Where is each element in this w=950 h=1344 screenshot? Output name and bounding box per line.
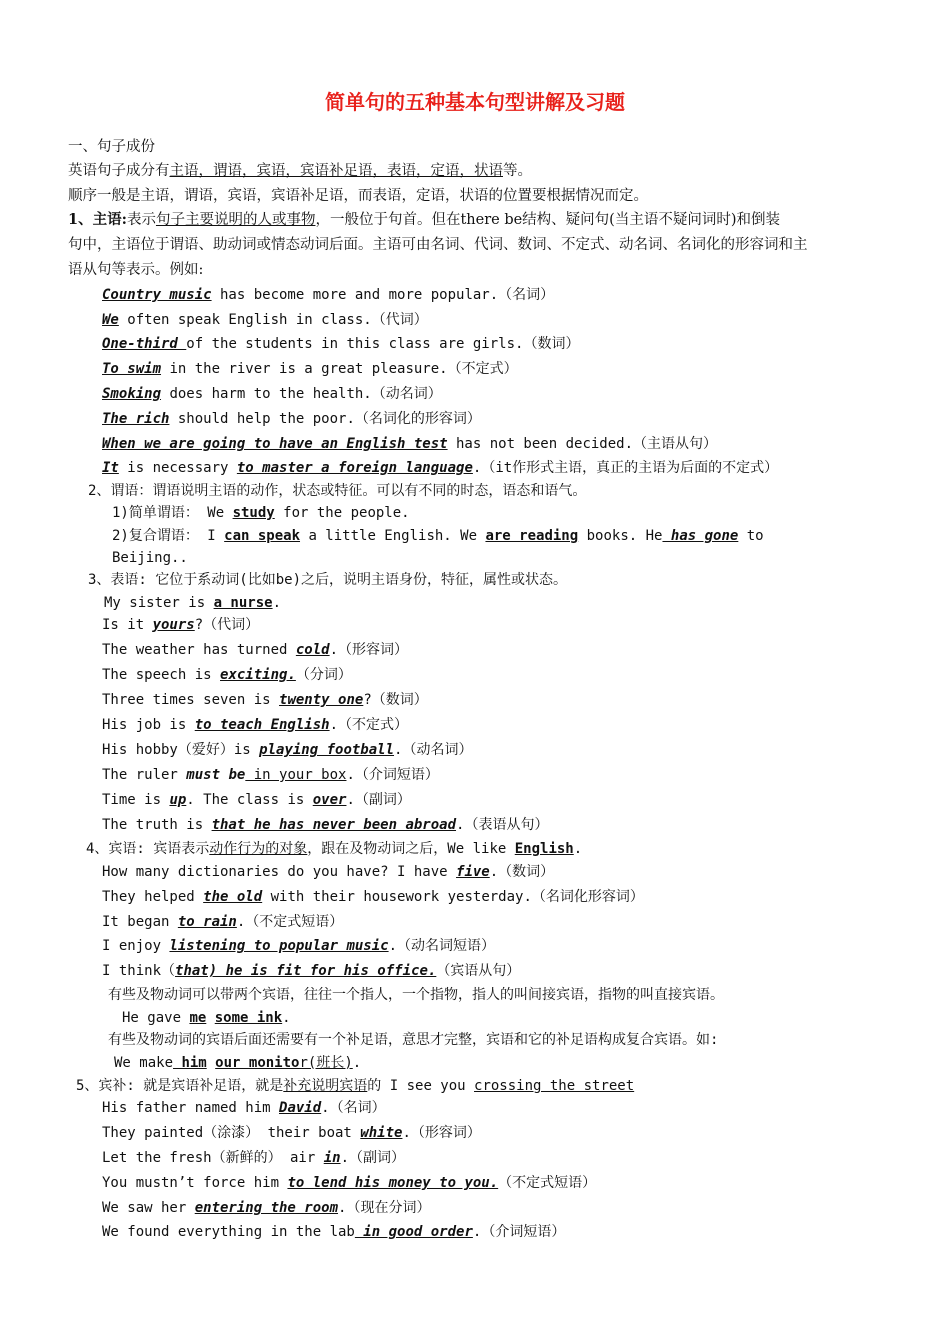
example-rest: They helped xyxy=(102,889,204,905)
example-rest: has not been decided.（主语从句） xyxy=(447,436,718,452)
example-underlined: in your box xyxy=(245,767,347,783)
example-emphasis: yours xyxy=(152,617,195,633)
heading-underlined: 动作行为的对象 xyxy=(209,841,308,857)
example-rest: My sister is xyxy=(104,595,214,611)
example-emphasis: listening to popular music xyxy=(169,938,389,954)
example-emphasis-2: to master a foreign language xyxy=(236,460,473,476)
example-rest-2: .（现在分词） xyxy=(338,1200,431,1216)
section-heading-1: 一、句子成份 xyxy=(68,139,155,155)
example-emphasis: in xyxy=(323,1150,341,1166)
example-rest-2: .（名词） xyxy=(321,1100,386,1116)
section-heading-4 xyxy=(86,839,582,859)
example-emphasis: Country music xyxy=(102,287,212,303)
example-rest: in the river is a great pleasure.（不定式） xyxy=(161,361,518,377)
example-rest: It began xyxy=(102,914,178,930)
example-rest: We found everything in the lab xyxy=(102,1224,355,1240)
example-emphasis-2: over xyxy=(312,792,347,808)
example-emphasis: him xyxy=(173,1055,207,1071)
example-line xyxy=(102,434,717,454)
example-line xyxy=(102,1098,386,1118)
example-line xyxy=(102,665,352,685)
example-line xyxy=(102,1123,481,1143)
example-emphasis: It xyxy=(102,460,119,476)
example-rest: Let the fresh（新鲜的） air xyxy=(102,1150,324,1166)
example-rest: has become more and more popular.（名词） xyxy=(211,287,555,303)
example-line xyxy=(102,1222,565,1242)
heading-underlined: 补充说明宾语 xyxy=(283,1078,368,1094)
heading-bold: English xyxy=(514,841,574,857)
intro-line-2: 顺序一般是主语，谓语，宾语，宾语补足语，而表语，定语，状语的位置要根据情况而定。 xyxy=(68,188,648,204)
intro-text-end: 等。 xyxy=(503,163,532,179)
example-rest: You mustn’t force him xyxy=(102,1175,288,1191)
example-rest: We make xyxy=(114,1055,174,1071)
example-emphasis: that he has never been abroad xyxy=(211,817,457,833)
example-line xyxy=(102,1173,596,1193)
example-line xyxy=(102,961,520,981)
example-rest-2: .（副词） xyxy=(340,1150,406,1166)
example-emphasis: the old xyxy=(203,889,263,905)
example-line xyxy=(102,815,548,835)
example-line xyxy=(122,1008,291,1028)
example-rest-2: for the people. xyxy=(274,505,410,521)
example-emphasis: up xyxy=(169,792,187,808)
example-rest-2: .（不定式短语） xyxy=(236,914,344,930)
example-line xyxy=(102,1198,430,1218)
note-line-1: 有些及物动词可以带两个宾语，往往一个指人，一个指物，指人的叫间接宾语，指物的叫直接宾语。 xyxy=(108,987,724,1003)
example-rest-2: .（动名词） xyxy=(394,742,473,758)
example-emphasis: to rain xyxy=(177,914,237,930)
example-rest: The truth is xyxy=(102,817,212,833)
subject-text-2: ，一般位于句首。但在there be结构、疑问句(当主语不疑问词时)和倒装 xyxy=(315,212,780,228)
example-emphasis: white xyxy=(360,1125,403,1141)
example-line xyxy=(102,310,428,330)
subject-text: 表示 xyxy=(126,212,156,228)
example-line xyxy=(102,715,408,735)
example-emphasis: a nurse xyxy=(213,595,273,611)
example-rest: Time is xyxy=(102,792,170,808)
example-emphasis: playing football xyxy=(259,742,395,758)
compound-predicate-line xyxy=(112,526,764,546)
example-line xyxy=(102,458,778,478)
example-rest-2: .（数词） xyxy=(489,864,555,880)
example-emphasis-3: has gone xyxy=(662,528,739,544)
example-rest: How many dictionaries do you have? I have xyxy=(102,864,457,880)
example-rest-2: . The class is xyxy=(186,792,313,808)
example-rest: Is it xyxy=(102,617,153,633)
heading-text-2: ，跟在及物动词之后，We like xyxy=(307,841,515,857)
example-line xyxy=(102,887,644,907)
example-rest-3: . xyxy=(352,1055,362,1071)
compound-predicate-line-2: Beijing.. xyxy=(112,550,188,566)
heading-text: 4、宾语: 宾语表示 xyxy=(86,841,210,857)
example-line xyxy=(102,640,408,660)
example-rest-2 xyxy=(206,1010,214,1026)
section-heading-2: 2、谓语：谓语说明主语的动作，状态或特征。可以有不同的时态，语态和语气。 xyxy=(88,483,587,499)
example-emphasis: twenty one xyxy=(279,692,364,708)
example-rest: The ruler xyxy=(102,767,187,783)
example-rest: The speech is xyxy=(102,667,221,683)
example-rest-2: （不定式短语） xyxy=(498,1175,597,1191)
example-rest: is necessary xyxy=(118,460,237,476)
example-rest-2 xyxy=(207,1055,215,1071)
example-line xyxy=(102,765,439,785)
example-emphasis: When we are going to have an English test xyxy=(102,436,448,452)
example-rest-2: .（形容词） xyxy=(329,642,409,658)
example-rest: does harm to the health.（动名词） xyxy=(161,386,442,402)
subject-label: 1、主语: xyxy=(68,211,127,228)
example-rest-2: .（表语从句） xyxy=(456,817,549,833)
example-line xyxy=(114,1053,361,1073)
example-rest: should help the poor.（名词化的形容词） xyxy=(169,411,481,427)
example-emphasis: cold xyxy=(295,642,330,658)
example-emphasis: me xyxy=(189,1010,207,1026)
subject-underlined: 句子主要说明的人或事物 xyxy=(155,212,316,228)
example-emphasis-2: are reading xyxy=(485,528,579,544)
example-emphasis: study xyxy=(232,505,275,521)
example-rest: He gave xyxy=(122,1010,190,1026)
example-line xyxy=(102,334,579,354)
example-rest-2: with their housework yesterday.（名词化形容词） xyxy=(262,889,644,905)
page-title: 简单句的五种基本句型讲解及习题 xyxy=(325,90,625,114)
example-emphasis: to lend his money to you. xyxy=(287,1175,499,1191)
example-rest-2: .（动名词短语） xyxy=(388,938,496,954)
example-rest-2: .（it作形式主语，真正的主语为后面的不定式） xyxy=(472,460,779,476)
example-emphasis: One-third xyxy=(102,336,187,352)
example-rest-4: to xyxy=(738,528,764,544)
example-line xyxy=(102,936,495,956)
example-rest: often speak English in class.（代词） xyxy=(118,312,428,328)
intro-line-1 xyxy=(68,161,532,181)
example-line xyxy=(102,359,518,379)
example-emphasis: in good order xyxy=(354,1224,473,1240)
example-rest-2: （宾语从句） xyxy=(436,963,521,979)
example-rest-2: .（介词短语） xyxy=(472,1224,566,1240)
example-emphasis: exciting. xyxy=(220,667,296,683)
intro-text: 英语句子成分有 xyxy=(68,163,170,179)
example-rest: I think（ xyxy=(102,963,176,979)
example-rest: I enjoy xyxy=(102,938,170,954)
example-line xyxy=(102,1148,405,1168)
example-emphasis: To swim xyxy=(102,361,162,377)
example-rest-2: .（形容词） xyxy=(402,1125,481,1141)
subject-para-line-3: 语从句等表示。例如: xyxy=(68,262,204,278)
example-emphasis: five xyxy=(456,864,490,880)
intro-underlined: 主语，谓语，宾语，宾语补足语，表语，定语，状语 xyxy=(169,163,503,179)
example-rest-2: . xyxy=(272,595,282,611)
example-rest-3: books. He xyxy=(578,528,663,544)
example-emphasis: can speak xyxy=(224,528,301,544)
heading-underlined-2: crossing the street xyxy=(474,1078,635,1094)
example-rest-2: a little English. We xyxy=(300,528,486,544)
example-line xyxy=(102,790,411,810)
example-emphasis: Smoking xyxy=(102,386,162,402)
example-rest: His hobby（爱好）is xyxy=(102,742,260,758)
example-rest: of the students in this class are girls.（数词） xyxy=(186,336,580,352)
example-emphasis: David xyxy=(279,1100,322,1116)
example-rest: His father named him xyxy=(102,1100,280,1116)
heading-text-2: 的 I see you xyxy=(367,1078,475,1094)
example-rest: His job is xyxy=(102,717,195,733)
subject-para-line-2: 句中，主语位于谓语、助动词或情态动词后面。主语可由名词、代词、数词、不定式、动名词、名词化的形容词和主 xyxy=(68,237,808,253)
example-rest: Three times seven is xyxy=(102,692,280,708)
example-line xyxy=(102,862,554,882)
section-heading-3: 3、表语: 它位于系动词(比如be)之后，说明主语身份，特征，属性或状态。 xyxy=(88,572,567,588)
note-line-2: 有些及物动词的宾语后面还需要有一个补足语，意思才完整，宾语和它的补足语构成复合宾语。如: xyxy=(108,1032,719,1048)
example-rest: The weather has turned xyxy=(102,642,296,658)
example-rest-2: .（不定式） xyxy=(329,717,409,733)
example-emphasis: to teach English xyxy=(194,717,330,733)
section-heading-5 xyxy=(76,1076,634,1096)
example-emphasis: that) he is fit for his office. xyxy=(175,963,437,979)
example-emphasis-2: our monito xyxy=(215,1055,300,1071)
example-line xyxy=(102,285,554,305)
example-line xyxy=(102,740,472,760)
example-rest: 1)简单谓语： We xyxy=(112,505,233,521)
example-rest-2: ?（代词） xyxy=(194,617,260,633)
example-rest: They painted（涂漆） their boat xyxy=(102,1125,361,1141)
example-line xyxy=(102,409,481,429)
example-line xyxy=(104,593,281,613)
example-line xyxy=(102,912,343,932)
heading-text-3: . xyxy=(573,841,583,857)
example-line xyxy=(102,615,259,635)
example-rest: 2)复合谓语： I xyxy=(112,528,225,544)
example-rest-3: .（副词） xyxy=(346,792,411,808)
example-emphasis: The rich xyxy=(102,411,170,427)
example-rest-2: .（介词短语） xyxy=(346,767,439,783)
simple-predicate-line xyxy=(112,503,410,523)
example-emphasis-2: some ink xyxy=(214,1010,283,1026)
subject-para-line-1 xyxy=(68,210,780,230)
example-rest: We saw her xyxy=(102,1200,195,1216)
example-underlined: r(班长) xyxy=(299,1055,353,1071)
example-rest-3: . xyxy=(282,1010,291,1026)
example-rest-2: ?（数词） xyxy=(363,692,428,708)
example-emphasis: must be xyxy=(186,767,246,783)
example-line xyxy=(102,384,442,404)
example-rest-2: （分词） xyxy=(295,667,352,683)
example-line xyxy=(102,690,428,710)
example-emphasis: We xyxy=(102,312,119,328)
heading-text: 5、宾补: 就是宾语补足语，就是 xyxy=(76,1078,284,1094)
example-emphasis: entering the room xyxy=(194,1200,339,1216)
